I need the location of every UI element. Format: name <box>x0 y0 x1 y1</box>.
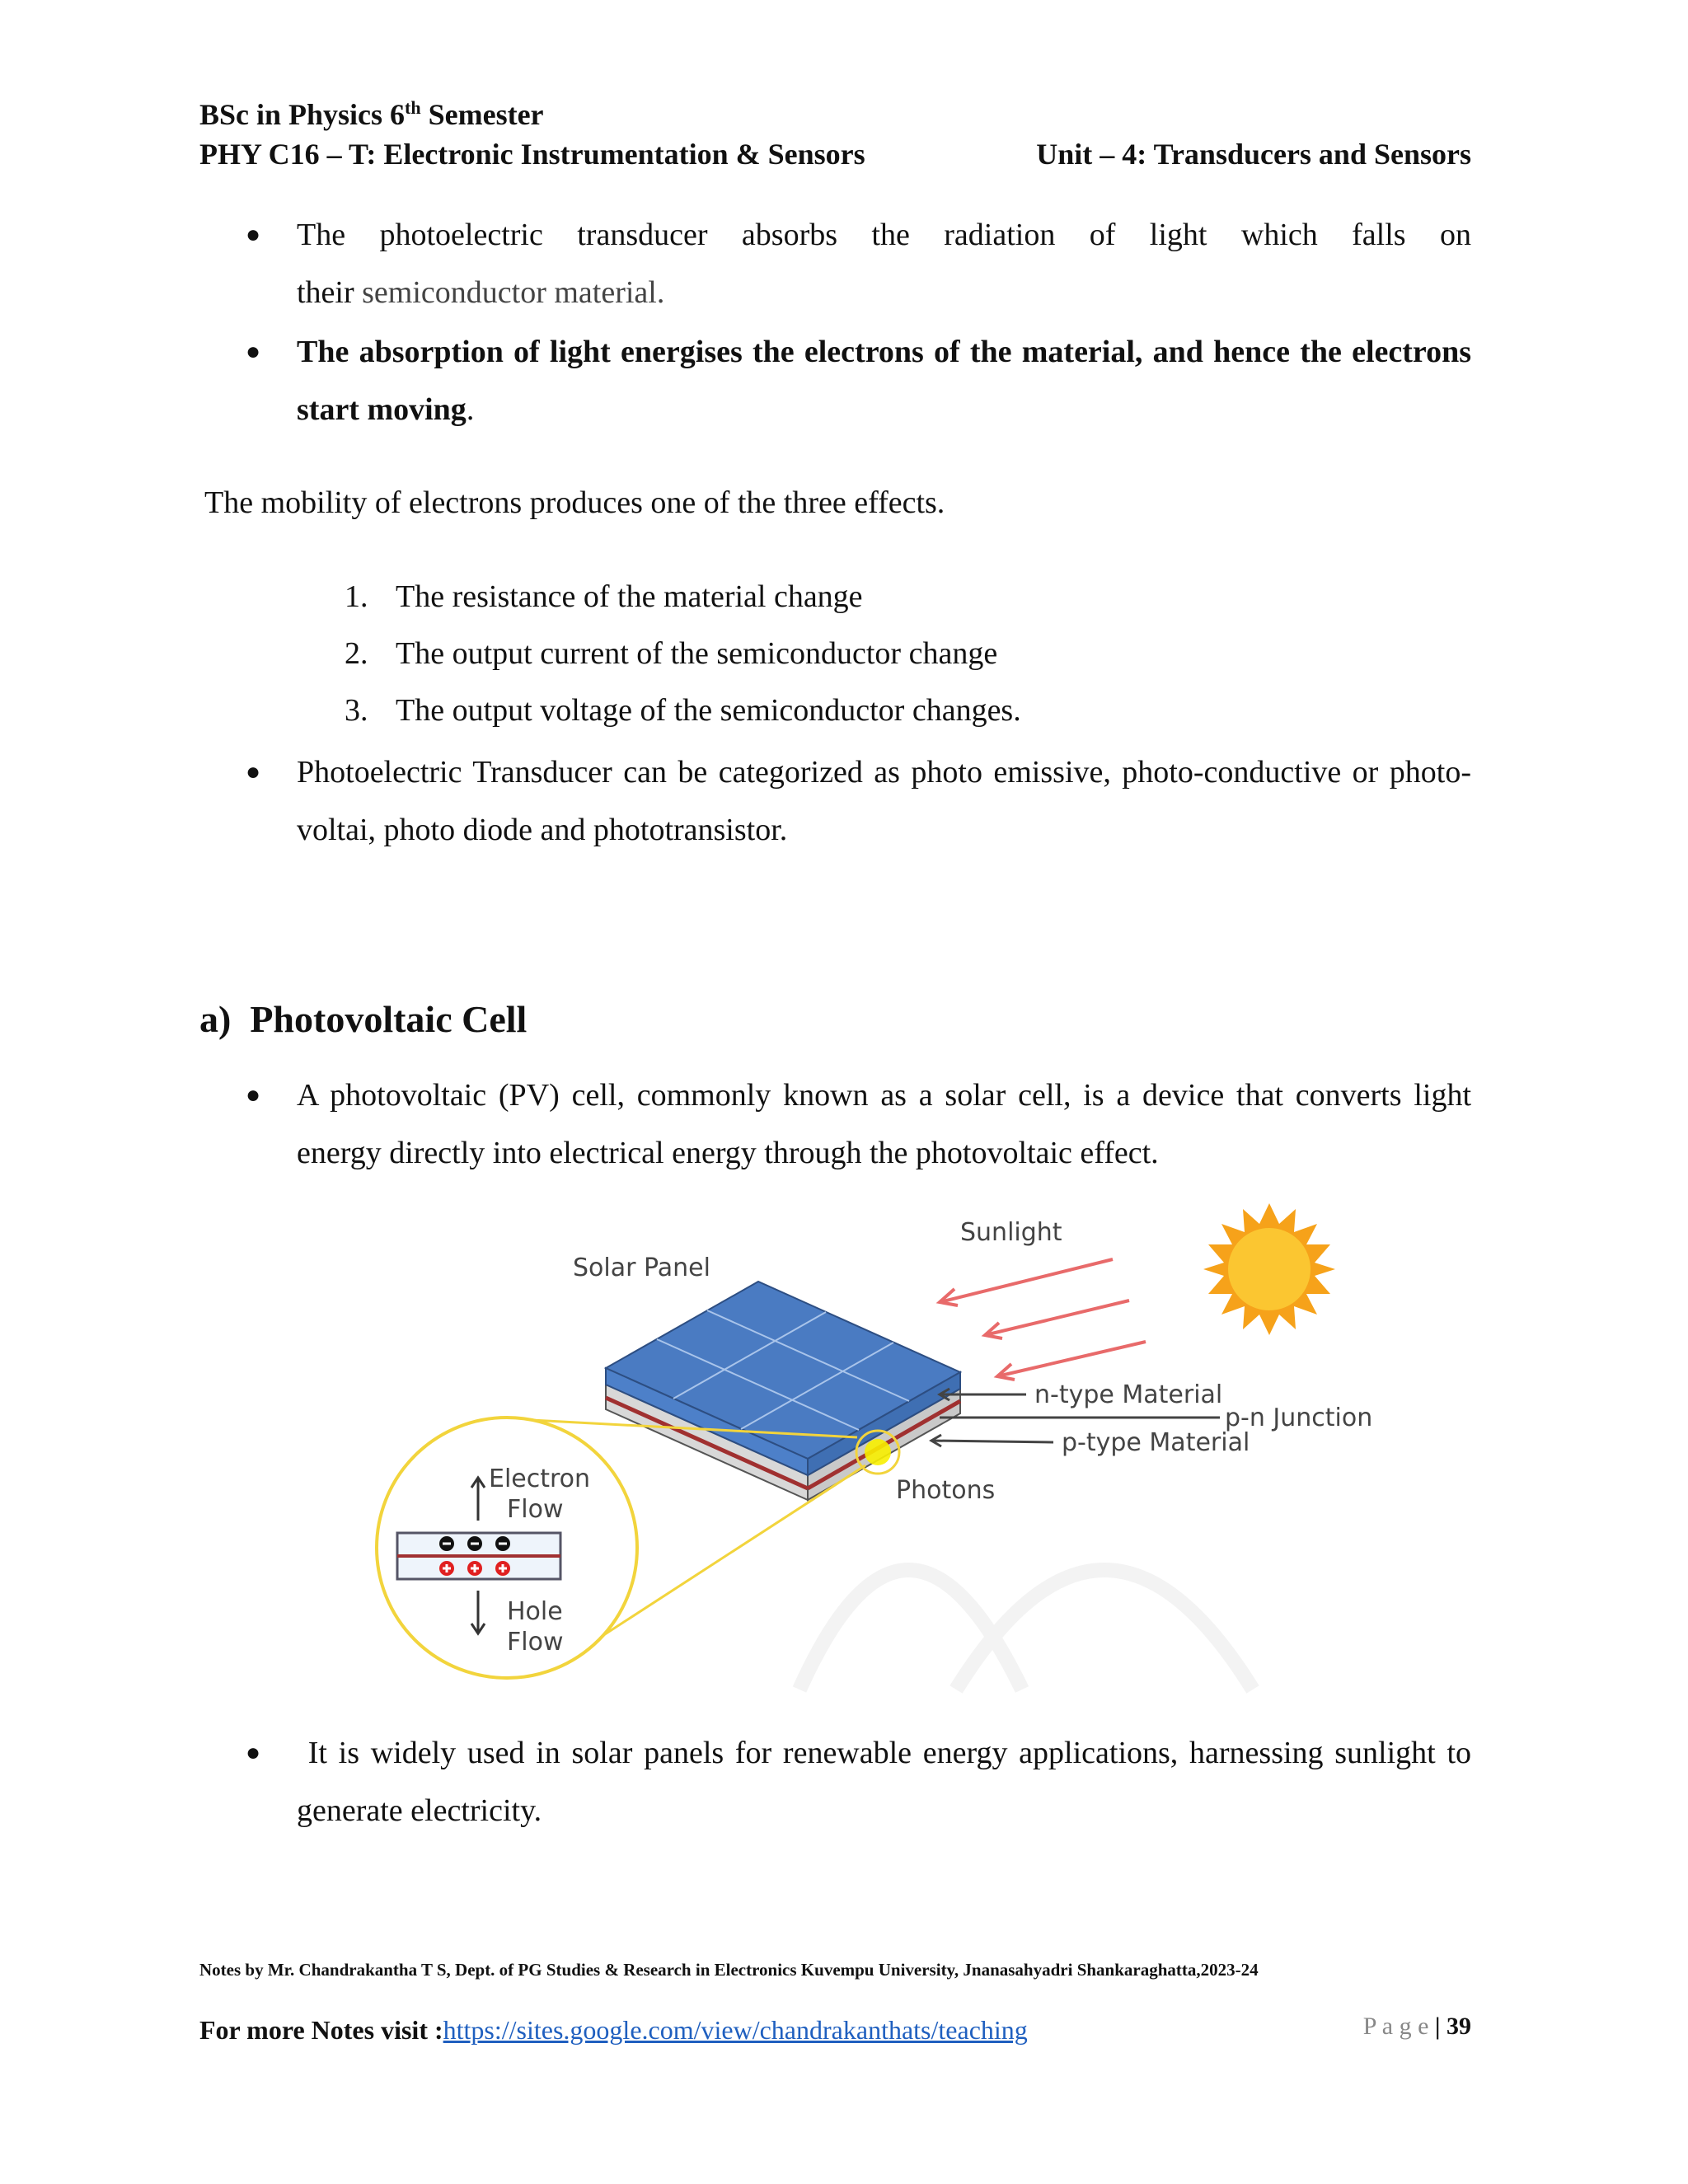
usage-line2: generate electricity. <box>297 1793 542 1828</box>
page-number-block <box>1351 1985 1471 2041</box>
semester-text: BSc in Physics 6 <box>199 98 406 131</box>
bullet-dot: ● <box>246 1739 261 1766</box>
sunlight-arrow <box>985 1301 1129 1335</box>
label-pn-junction: p-n Junction <box>1225 1404 1373 1432</box>
sunlight-arrow <box>997 1342 1146 1376</box>
mobility-paragraph: The mobility of electrons produces one of the three effects. <box>204 485 945 520</box>
photon-glow <box>865 1439 891 1465</box>
bullet-1-line1: The photoelectric transducer absorbs the radiation of light which falls on <box>297 218 1471 252</box>
header-semester <box>199 97 544 132</box>
label-photons: Photons <box>896 1476 996 1505</box>
semester-sup: th <box>405 97 421 118</box>
effect-text: The resistance of the material change <box>396 579 863 614</box>
more-notes-label: For more Notes visit : <box>199 2015 443 2045</box>
header-course: PHY C16 – T: Electronic Instrumentation & Sensors <box>199 138 865 171</box>
photovoltaic-diagram <box>363 1203 1401 1698</box>
bullet-2-line2-bold: start moving <box>297 392 467 427</box>
hole-icons <box>439 1561 510 1576</box>
effect-number: 3. <box>345 693 368 728</box>
bullet-1-line2-b: semiconductor material. <box>362 275 665 310</box>
notes-link[interactable]: https://sites.google.com/view/chandrakanthats/teaching <box>443 2015 1028 2045</box>
label-hole-flow-2: Flow <box>507 1628 564 1657</box>
categories-line1: Photoelectric Transducer can be categorized as photo emissive, photo-conductive or photo- <box>297 755 1471 790</box>
label-electron-flow-1: Electron <box>489 1465 591 1493</box>
bullet-2-line2-tail: . <box>466 392 475 427</box>
effect-text: The output voltage of the semiconductor changes. <box>396 693 1021 728</box>
sunlight-arrow <box>940 1259 1113 1302</box>
page-number: 39 <box>1447 2013 1471 2040</box>
semester-tail: Semester <box>420 98 544 131</box>
footer-notes: Notes by Mr. Chandrakantha T S, Dept. of PG Studies & Research in Electronics Kuvempu University, Jnanasahyadri Shankaraghatta,2023-24 <box>199 1960 1259 1980</box>
label-solar-panel: Solar Panel <box>573 1254 710 1282</box>
label-hole-flow-1: Hole <box>507 1597 563 1626</box>
effect-text: The output current of the semiconductor change <box>396 636 998 671</box>
page-label: P a g e <box>1362 2013 1429 2040</box>
header-unit: Unit – 4: Transducers and Sensors <box>1036 138 1471 171</box>
bullet-dot: ● <box>246 758 261 785</box>
label-electron-flow-2: Flow <box>507 1495 564 1524</box>
label-n-type: n-type Material <box>1034 1380 1223 1409</box>
usage-line1: It is widely used in solar panels for renewable energy applications, harnessing sunlight to <box>297 1736 1471 1770</box>
label-p-type: p-type Material <box>1062 1428 1250 1457</box>
label-sunlight: Sunlight <box>960 1218 1062 1247</box>
categories-line2: voltai, photo diode and phototransistor. <box>297 813 788 847</box>
bullet-dot: ● <box>246 1081 261 1108</box>
bullet-dot: ● <box>246 221 261 248</box>
bullet-1-line2-a: their <box>297 275 363 310</box>
pv-line2: energy directly into electrical energy through the photovoltaic effect. <box>297 1136 1159 1170</box>
electron-icons <box>439 1536 510 1551</box>
effect-number: 1. <box>345 579 368 614</box>
effect-number: 2. <box>345 636 368 671</box>
page-sep: | <box>1428 2013 1447 2040</box>
bullet-1-line2 <box>297 264 1471 321</box>
bullet-2-line1: The absorption of light energises the electrons of the material, and hence the electrons <box>297 335 1471 369</box>
bullet-dot: ● <box>246 338 261 365</box>
footer-more-notes <box>199 2015 1028 2046</box>
pv-line1: A photovoltaic (PV) cell, commonly known as a solar cell, is a device that converts light <box>297 1078 1471 1113</box>
sun-icon <box>1203 1203 1335 1335</box>
bullet-2-line2 <box>297 381 474 438</box>
section-heading: a) Photovoltaic Cell <box>199 998 528 1040</box>
